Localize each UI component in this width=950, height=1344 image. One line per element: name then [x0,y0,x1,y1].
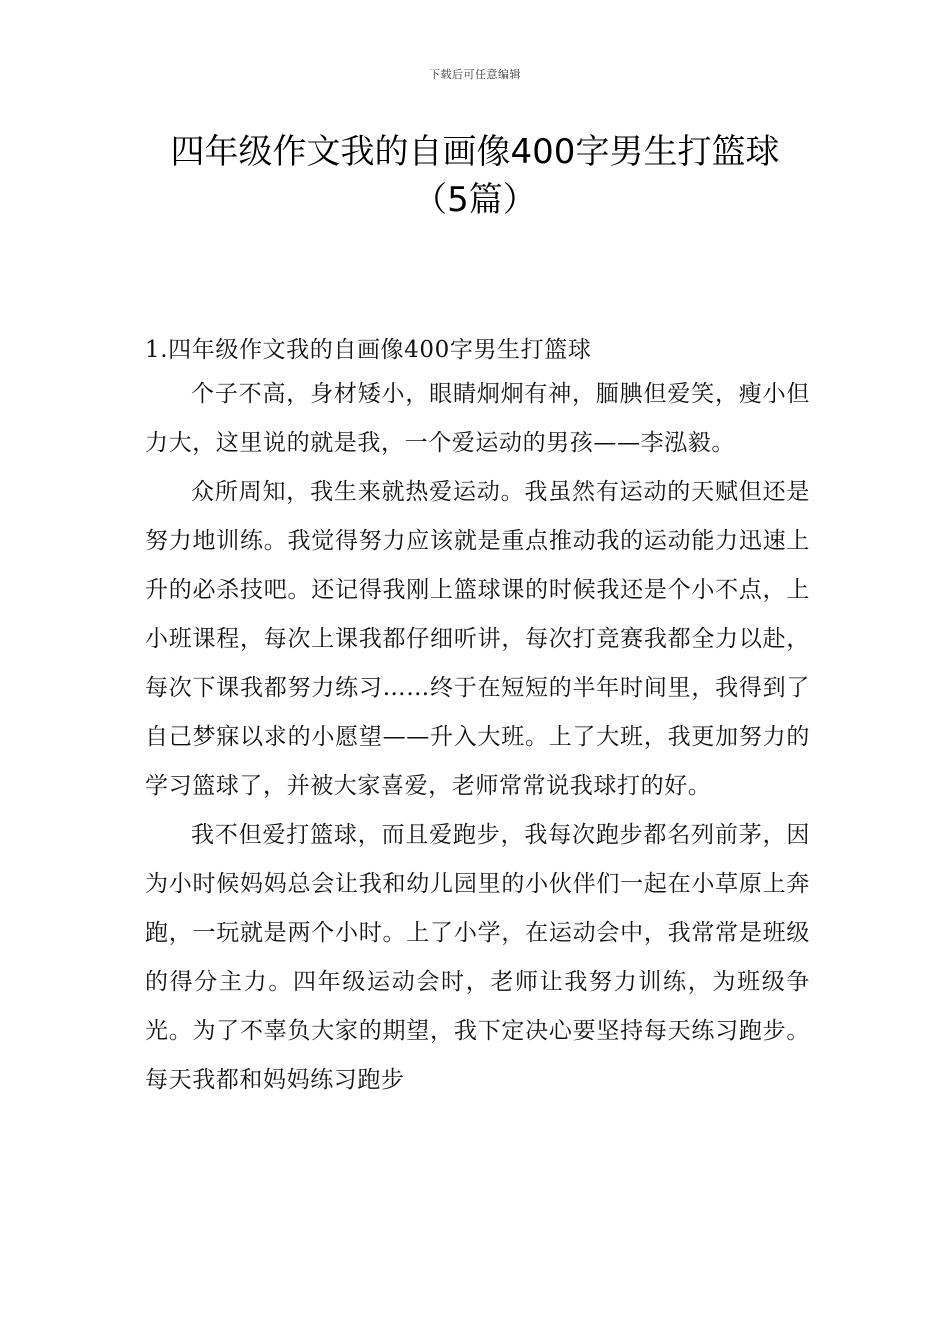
title-line-1: 四年级作文我的自画像400字男生打篮球 [170,132,780,172]
document-body [145,330,810,1105]
section-heading: 1.四年级作文我的自画像400字男生打篮球 [145,337,592,363]
paragraph-2: 众所周知，我生来就热爱运动。我虽然有运动的天赋但还是努力地训练。我觉得努力应该就是重点推动我的运动能力迅速上升的必杀技吧。还记得我刚上篮球课的时候我还是个小不点，上小班课程，每次上课我都仔细听讲，每次打竞赛我都全力以赴，每次下课我都努力练习……终于在短短的半年时间里，我得到了自己梦寐以求的小愿望——升入大班。上了大班，我更加努力的学习篮球了，并被大家喜爱，老师常常说我球打的好。 [145,479,810,799]
header-note: 下载后可任意编辑 [429,68,521,81]
paragraph-1: 个子不高，身材矮小，眼睛炯炯有神，腼腆但爱笑，瘦小但力大，这里说的就是我，一个爱运动的男孩——李泓毅。 [145,381,810,456]
title-line-2: （5篇） [413,180,537,220]
document-title [120,128,830,224]
paragraph-3: 我不但爱打篮球，而且爱跑步，我每次跑步都名列前茅，因为小时候妈妈总会让我和幼儿园里的小伙伴们一起在小草原上奔跑，一玩就是两个小时。上了小学，在运动会中，我常常是班级的得分主力。四年级运动会时，老师让我努力训练，为班级争光。为了不辜负大家的期望，我下定决心要坚持每天练习跑步。每天我都和妈妈练习跑步 [145,822,810,1093]
